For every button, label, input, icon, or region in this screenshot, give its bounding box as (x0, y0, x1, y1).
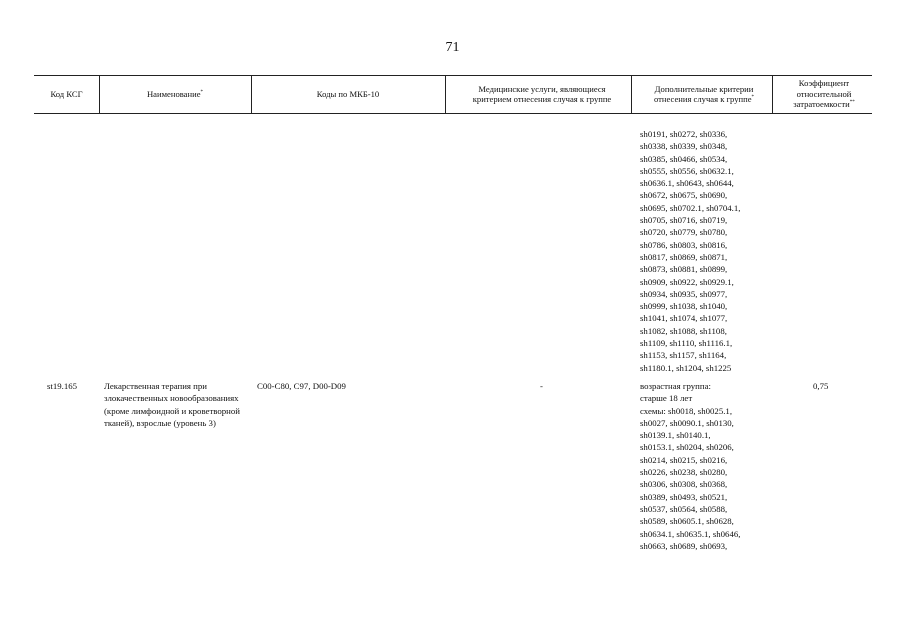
criteria-line: sh0389, sh0493, sh0521, (640, 491, 728, 502)
row-icd-codes: C00-C80, C97, D00-D09 (257, 381, 346, 391)
header-name: Наименование* (146, 88, 204, 99)
criteria-line: sh0873, sh0881, sh0899, (640, 264, 728, 275)
header-icd: Коды по МКБ-10 (316, 88, 380, 99)
column-divider (772, 75, 773, 113)
criteria-line: sh0214, sh0215, sh0216, (640, 454, 728, 465)
criteria-line: sh0385, sh0466, sh0534, (640, 153, 728, 164)
criteria-line: sh1180.1, sh1204, sh1225 (640, 362, 732, 373)
header-bottom-rule (34, 113, 872, 114)
page-number: 71 (445, 40, 460, 55)
criteria-line: sh1082, sh1088, sh1108, (640, 325, 727, 336)
criteria-line: sh0226, sh0238, sh0280, (640, 467, 728, 478)
criteria-line: sh0999, sh1038, sh1040, (640, 301, 728, 312)
continued-criteria-list (640, 128, 740, 374)
criteria-line: sh0191, sh0272, sh0336, (640, 129, 728, 139)
criteria-line: sh0909, sh0922, sh0929.1, (640, 276, 734, 287)
criteria-line: sh0555, sh0556, sh0632.1, (640, 165, 734, 176)
row-services: - (540, 381, 543, 391)
criteria-line: sh0634.1, sh0635.1, sh0646, (640, 528, 741, 539)
criteria-line: sh1153, sh1157, sh1164, (640, 350, 727, 361)
criteria-line: sh0817, sh0869, sh0871, (640, 251, 728, 262)
criteria-line: старше 18 лет (640, 393, 693, 404)
row-criteria-list (640, 380, 740, 552)
criteria-line: схемы: sh0018, sh0025.1, (640, 405, 733, 416)
row-coefficient: 0,75 (813, 381, 829, 391)
header-criteria: Дополнительные критерии отнесения случая к группе* (653, 83, 755, 104)
criteria-line: sh1109, sh1110, sh1116.1, (640, 338, 733, 349)
criteria-line: sh0934, sh0935, sh0977, (640, 288, 728, 299)
criteria-line: sh0720, sh0779, sh0780, (640, 227, 728, 238)
criteria-line: sh0153.1, sh0204, sh0206, (640, 442, 734, 453)
criteria-line: sh0636.1, sh0643, sh0644, (640, 178, 734, 189)
column-divider (631, 75, 632, 113)
criteria-line: sh0672, sh0675, sh0690, (640, 190, 728, 201)
criteria-line: sh0306, sh0308, sh0368, (640, 479, 728, 490)
header-coefficient: Коэффициент относительной затратоемкости** (793, 78, 855, 110)
header-services: Медицинские услуги, являющиеся критерием отнесения случая к группе (472, 83, 612, 104)
criteria-line: sh0139.1, sh0140.1, (640, 430, 711, 441)
criteria-line: sh0705, sh0716, sh0719, (640, 215, 728, 226)
criteria-line: sh1041, sh1074, sh1077, (640, 313, 728, 324)
criteria-line: sh0338, sh0339, sh0348, (640, 141, 728, 152)
column-divider (445, 75, 446, 113)
row-code: st19.165 (47, 381, 78, 391)
criteria-line: sh0663, sh0689, sh0693, (640, 540, 728, 551)
row-name: Лекарственная терапия при злокачественных новообразованиях (кроме лимфоидной и кроветворной тканей), взрослые (уровень 3) (104, 381, 240, 428)
criteria-line: возрастная группа: (640, 381, 711, 391)
header-code: Код КСГ (50, 88, 83, 99)
criteria-line: sh0027, sh0090.1, sh0130, (640, 417, 734, 428)
criteria-line: sh0537, sh0564, sh0588, (640, 503, 728, 514)
criteria-line: sh0589, sh0605.1, sh0628, (640, 516, 734, 527)
criteria-line: sh0695, sh0702.1, sh0704.1, (640, 202, 741, 213)
criteria-line: sh0786, sh0803, sh0816, (640, 239, 728, 250)
